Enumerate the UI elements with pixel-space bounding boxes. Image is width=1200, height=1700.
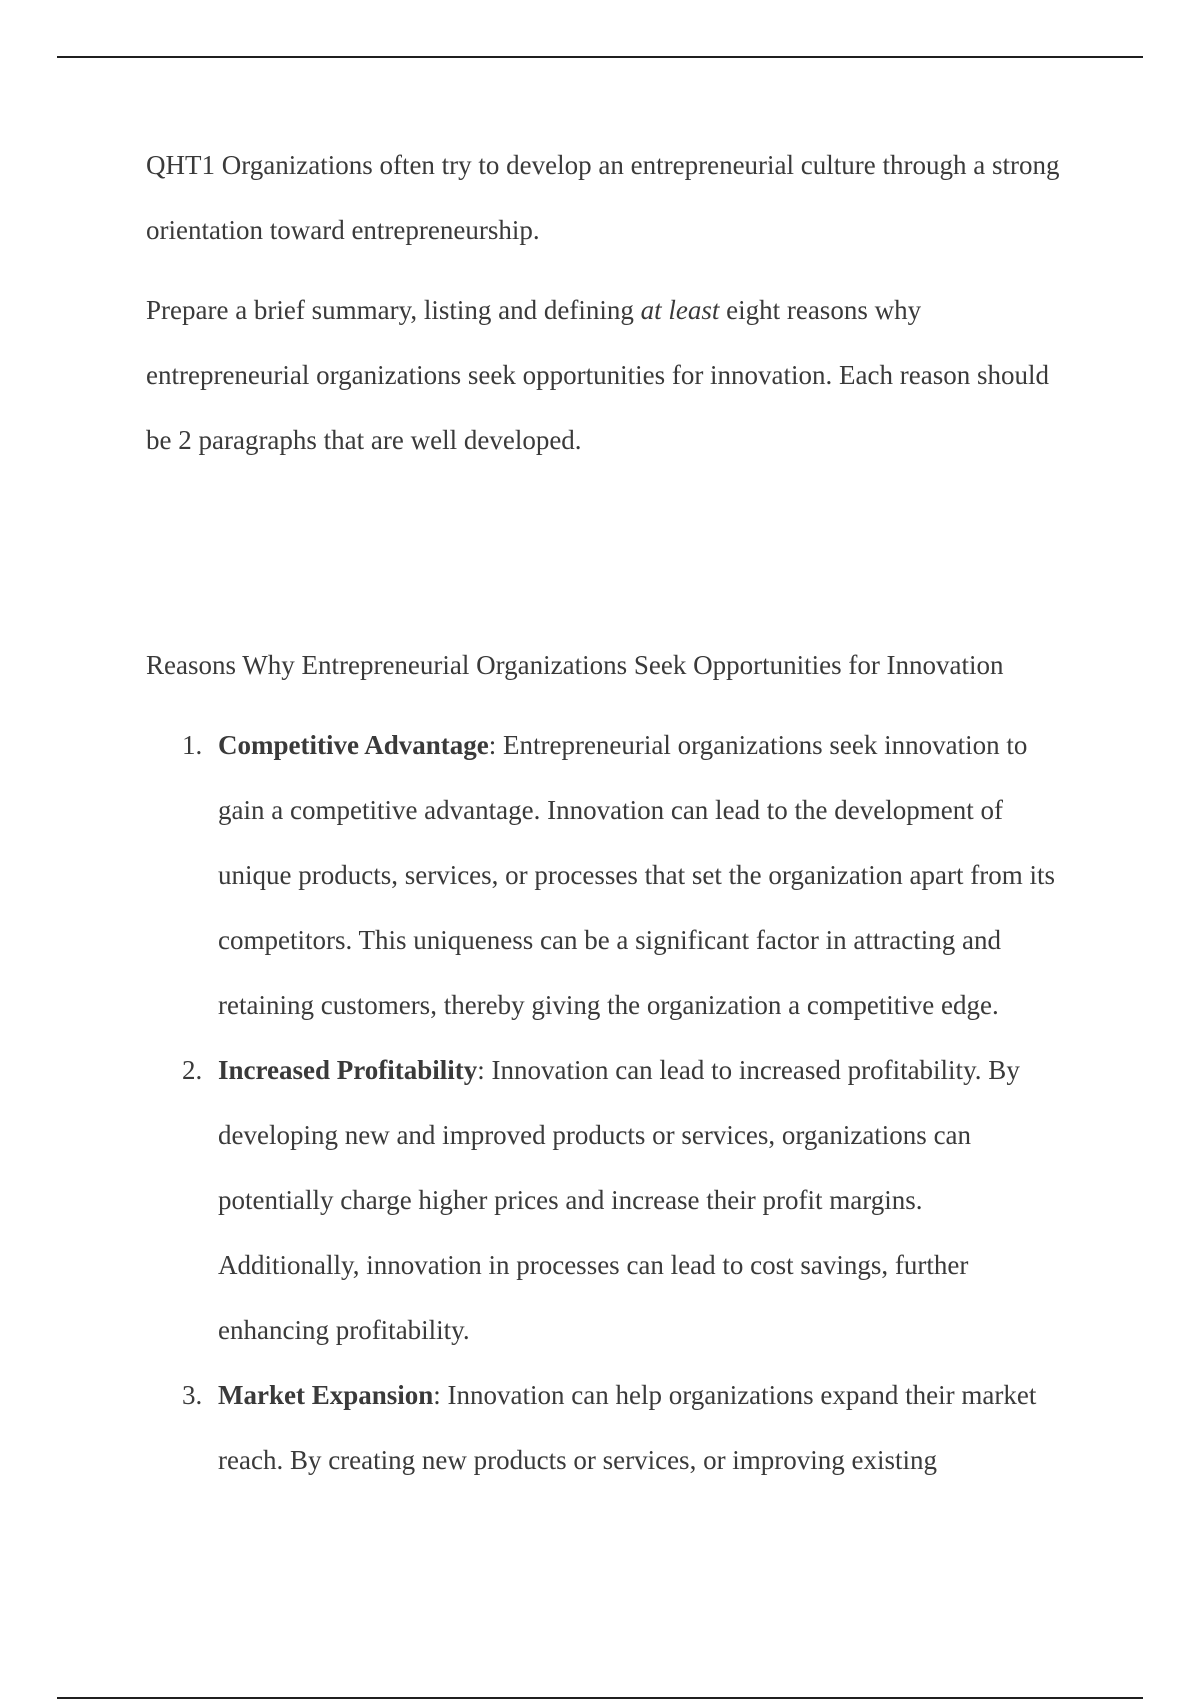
list-item [146,1363,1066,1493]
top-rule [57,56,1143,58]
list-item [146,713,1066,1038]
list-item-number: 2. [182,1055,203,1085]
document-body [146,133,1066,1493]
list-item-number: 1. [182,730,203,760]
list-item-text: : Innovation can help organizations expand their market reach. By creating new products or services, or improving existing [218,1380,1037,1475]
list-item-term: Competitive Advantage [218,730,489,760]
reasons-list [146,713,1066,1493]
list-item-number: 3. [182,1380,203,1410]
list-item-term: Market Expansion [218,1380,434,1410]
section-spacer [146,488,1066,633]
intro-paragraph-2-start: Prepare a brief summary, listing and defining [146,295,641,325]
intro-paragraph-2-end: eight reasons why entrepreneurial organizations seek opportunities for innovation. Each reason should be 2 paragraphs that are well developed. [146,295,1049,455]
list-item-text: : Entrepreneurial organizations seek innovation to gain a competitive advantage. Innovation can lead to the development of unique products, services, or processes that set the organization apart from its competitors. This uniqueness can be a significant factor in attracting and retaining customers, thereby giving the organization a competitive edge. [218,730,1056,1020]
intro-paragraph-2-emphasis: at least [640,295,720,325]
list-item-text: : Innovation can lead to increased profitability. By developing new and improved products or services, organizations can potentially charge higher prices and increase their profit margins. Additionally, innovation in processes can lead to cost savings, further enhancing profitability. [218,1055,1020,1345]
list-item [146,1038,1066,1363]
list-item-term: Increased Profitability [218,1055,478,1085]
intro-paragraph-2 [146,278,1066,473]
bottom-rule [57,1697,1143,1699]
intro-paragraph-1: QHT1 Organizations often try to develop an entrepreneurial culture through a strong orientation toward entrepreneurship. [146,150,1060,245]
section-heading: Reasons Why Entrepreneurial Organizations Seek Opportunities for Innovation [146,650,1004,680]
